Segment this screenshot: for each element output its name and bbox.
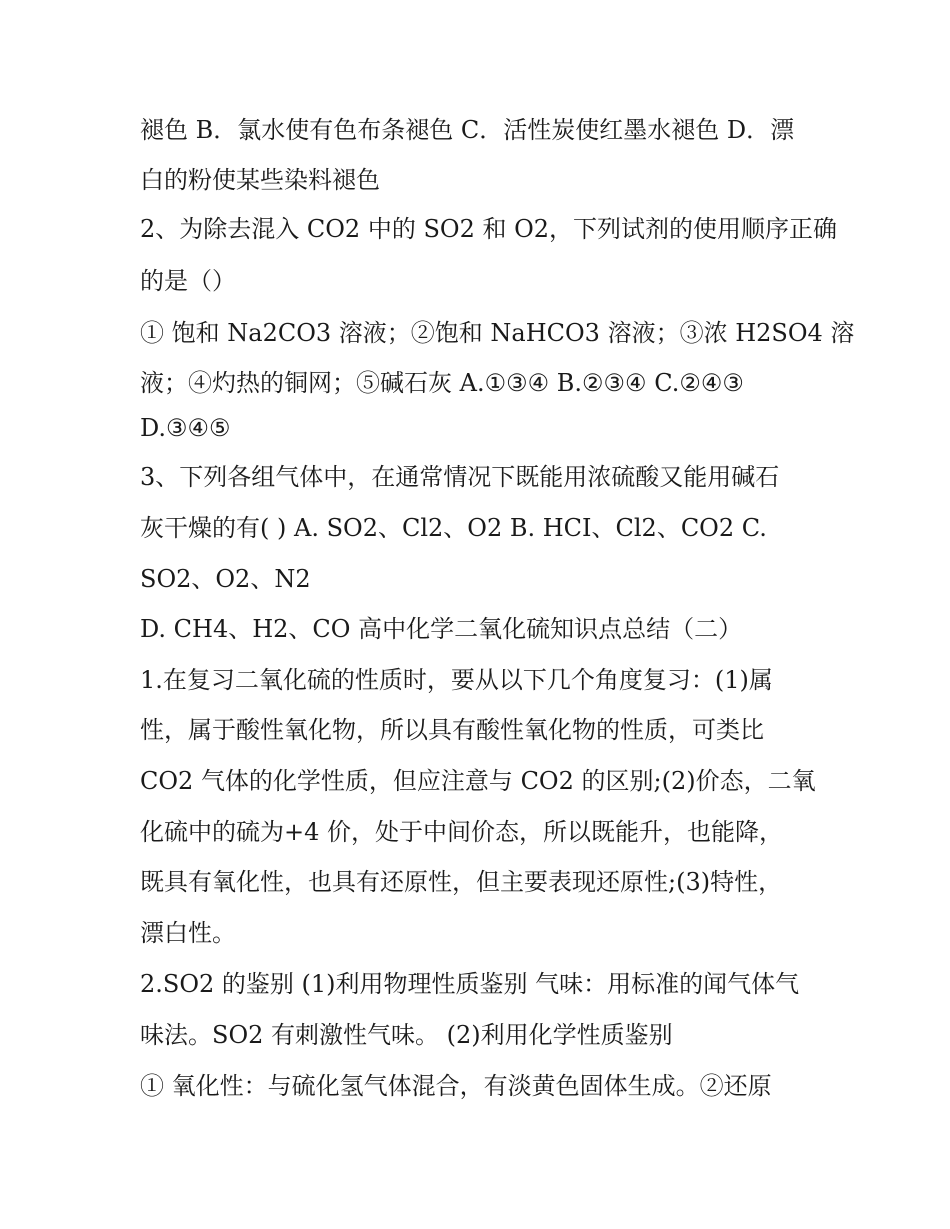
- text-line: 液；④灼热的铜网；⑤碱石灰 A.①③④ B.②③④ C.②④③: [140, 369, 744, 397]
- text-line: 漂白性。: [140, 919, 236, 947]
- text-line: 2.SO2 的鉴别 (1)利用物理性质鉴别 气味：用标准的闻气体气: [140, 970, 800, 998]
- text-line: 化硫中的硫为+4 价，处于中间价态，所以既能升，也能降，: [140, 818, 784, 846]
- text-line: ① 饱和 Na2CO3 溶液；②饱和 NaHCO3 溶液；③浓 H2SO4 溶: [140, 319, 855, 347]
- text-line: 性，属于酸性氧化物，所以具有酸性氧化物的性质，可类比: [140, 716, 764, 744]
- text-line: D. CH4、H2、CO 高中化学二氧化硫知识点总结（二）: [140, 615, 743, 643]
- text-line: SO2、O2、N2: [140, 565, 311, 593]
- text-line: 2、为除去混入 CO2 中的 SO2 和 O2，下列试剂的使用顺序正确: [140, 215, 838, 243]
- text-line: D.③④⑤: [140, 414, 231, 442]
- text-line: 既具有氧化性，也具有还原性，但主要表现还原性;(3)特性，: [140, 868, 783, 896]
- text-line: 味法。SO2 有刺激性气味。 (2)利用化学性质鉴别: [140, 1021, 673, 1049]
- text-line: 1.在复习二氧化硫的性质时，要从以下几个角度复习：(1)属: [140, 666, 773, 694]
- text-line: ① 氧化性：与硫化氢气体混合，有淡黄色固体生成。②还原: [140, 1072, 772, 1100]
- text-line: 灰干燥的有( ) A. SO2、Cl2、O2 B. HCI、Cl2、CO2 C.: [140, 514, 767, 542]
- text-line: 的是（）: [140, 267, 236, 295]
- text-line: 褪色 B．氯水使有色布条褪色 C．活性炭使红墨水褪色 D．漂: [140, 116, 795, 144]
- text-line: CO2 气体的化学性质，但应注意与 CO2 的区别;(2)价态，二氧: [140, 767, 816, 795]
- text-line: 3、下列各组气体中，在通常情况下既能用浓硫酸又能用碱石: [140, 463, 780, 491]
- text-line: 白的粉使某些染料褪色: [140, 166, 380, 194]
